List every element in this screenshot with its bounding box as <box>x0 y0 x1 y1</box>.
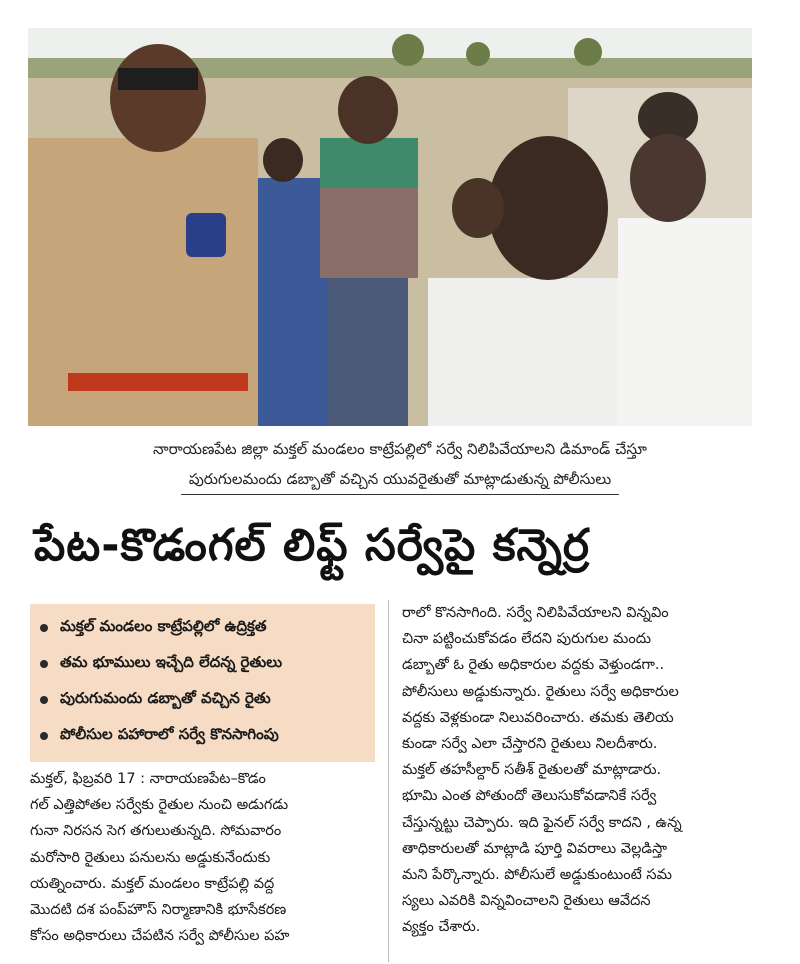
text-line: భూమి ఎంత పోతుందో తెలుసుకోవడానికే సర్వే <box>402 788 657 805</box>
highlight-item: పురుగుమందు డబ్బాతో వచ్చిన రైతు <box>40 682 365 718</box>
bullet-icon <box>40 660 48 668</box>
text-line: మని పేర్కొన్నారు. పోలీసులే అడ్డుకుంటుంటే సమ <box>402 867 672 884</box>
text-line: రాలో కొనసాగింది. సర్వే నిలిపివేయాలని విన్నవిం <box>402 605 669 621</box>
text-line: పోలీసులు అడ్డుకున్నారు. రైతులు సర్వే అధికారుల <box>402 683 679 700</box>
photo-scene <box>28 28 752 426</box>
text-line: స్యలు ఎవరికి విన్నవించాలని రైతులు ఆవేదన <box>402 893 651 910</box>
text-line: గల్ ఎత్తిపోతల సర్వేకు రైతుల నుంచి అడుగడు <box>30 797 289 814</box>
text-line: మొదటి దశ పంప్‌హౌస్ నిర్మాణానికి భూసేకరణ <box>30 902 287 919</box>
text-line: చినా పట్టించుకోవడం లేదని పురుగుల మందు <box>402 631 651 648</box>
text-line: మక్తల్, ఫిబ్రవరి 17 : నారాయణపేట–కొడం <box>30 771 266 787</box>
highlights-box <box>30 604 375 762</box>
text-line: కోసం అధికారులు చేపటిన సర్వే పోలీసుల పహ <box>30 928 290 945</box>
caption-line-1: నారాయణపేట జిల్లా మక్తల్ మండలం కాట్రేపల్లిలో సర్వే నిలిపివేయాలని డిమాండ్ చేస్తూ <box>153 440 647 458</box>
article-left-column <box>30 766 378 949</box>
bullet-icon <box>40 624 48 632</box>
highlight-item: తమ భూములు ఇచ్చేది లేదన్న రైతులు <box>40 646 365 682</box>
highlight-item: మక్తల్ మండలం కాట్రేపల్లిలో ఉద్రిక్తత <box>40 610 365 646</box>
text-line: తాధికారులతో మాట్లాడి పూర్తి వివరాలు వెల్లడిస్తా <box>402 840 668 857</box>
text-line: గునా నిరసన సెగ తగులుతున్నది. సోమవారం <box>30 823 282 840</box>
text-line: కుండా సర్వే ఎలా చేస్తారని రైతులు నిలదీశారు. <box>402 736 658 753</box>
article-right-column <box>402 600 762 941</box>
photo-caption <box>60 434 740 495</box>
text-line: డబ్బాతో ఓ రైతు అధికారుల వద్దకు వెళ్తుండగా.. <box>402 657 665 674</box>
bullet-icon <box>40 732 48 740</box>
text-line: యత్నించారు. మక్తల్ మండలం కాట్రేపల్లి వద్ద <box>30 875 275 892</box>
column-divider <box>388 600 389 962</box>
highlight-item: పోలీసుల పహారాలో సర్వే కొనసాగింపు <box>40 718 365 754</box>
text-line: వద్దకు వెళ్లకుండా నిలువరించారు. తమకు తెలియ <box>402 709 674 726</box>
caption-line-2: పురుగులమందు డబ్బాతో వచ్చిన యువరైతుతో మాట్లాడుతున్న పోలీసులు <box>181 464 619 495</box>
text-line: వ్యక్తం చేశారు. <box>402 919 481 936</box>
text-line: మరోసారి రైతులు పనులను అడ్డుకునేందుకు <box>30 849 271 866</box>
headline: పేట-కొడంగల్ లిఫ్ట్ సర్వేపై కన్నెర్ర <box>34 520 590 571</box>
news-photo <box>28 28 752 426</box>
bullet-icon <box>40 696 48 704</box>
text-line: చేస్తున్నట్టు చెప్పారు. ఇది ఫైనల్ సర్వే కాదని , ఉన్న <box>402 814 682 831</box>
text-line: మక్తల్ తహసీల్దార్ సతీశ్ రైతులతో మాట్లాడారు. <box>402 762 662 779</box>
